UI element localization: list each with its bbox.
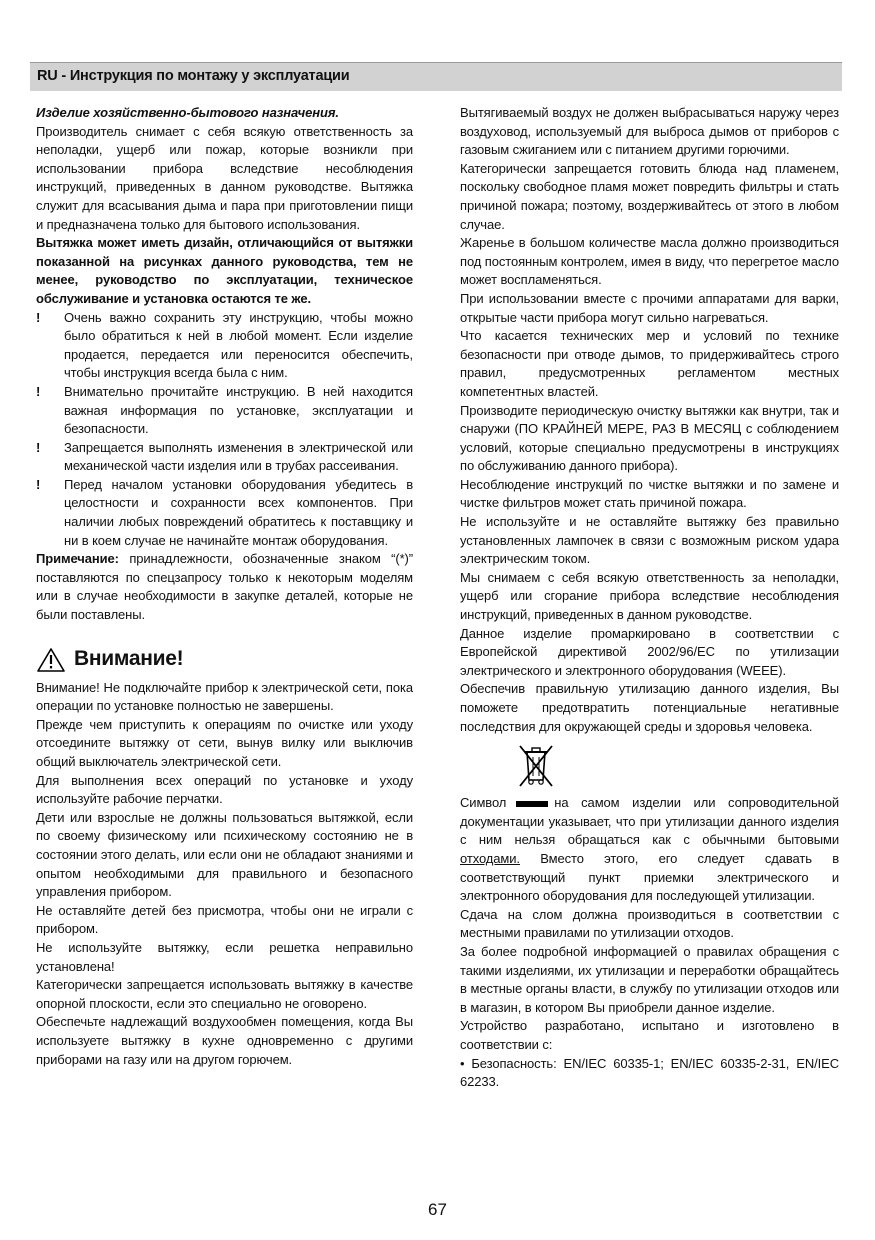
crossed-bin-icon bbox=[516, 742, 556, 788]
weee-symbol-area bbox=[460, 736, 839, 794]
intro-heading: Изделие хозяйственно-бытового назначения. bbox=[36, 105, 339, 120]
symbol-text-cont: Вместо этого, его следует сдавать в соответствующий пункт приемки электрического и электронного оборудования для последующей утилизации. bbox=[460, 850, 839, 904]
paragraph: Обеспечив правильную утилизацию данного изделия, Вы поможете предотвратить потенциальные негативные последствия для окружающей среды и здоровья человека. bbox=[460, 681, 839, 734]
exclamation-icon: ! bbox=[36, 439, 41, 455]
underlined-word: отходами. bbox=[460, 850, 520, 866]
warning-bullet bbox=[36, 309, 413, 383]
exclamation-icon: ! bbox=[36, 476, 41, 492]
paragraph: Обеспечьте надлежащий воздухообмен помещения, когда Вы используете вытяжку в кухне одновременно с другими приборами на газу или на другом горючем. bbox=[36, 1014, 413, 1067]
paragraph: За более подробной информацией о правилах обращения с такими изделиями, их утилизации и переработки обращайтесь в местные органы власти, в службу по утилизации отходов или в магазин, в котором Вы приобрели данное изделие. bbox=[460, 943, 839, 1015]
paragraph: Несоблюдение инструкций по чистке вытяжки и по замене и чистке фильтров может стать причиной пожара. bbox=[460, 476, 839, 511]
paragraph: Сдача на слом должна производиться в соответствии с местными правилами по утилизации отходов. bbox=[460, 906, 839, 941]
paragraph: Не оставляйте детей без присмотра, чтобы они не играли с прибором. bbox=[36, 902, 413, 937]
section-title: RU - Инструкция по монтажу у эксплуатации bbox=[37, 68, 350, 84]
warning-bullet bbox=[36, 476, 413, 550]
bullet-text: Перед началом установки оборудования убедитесь в целостности и сохранности всех компонентов. При наличии любых повреждений обратитесь к поставщику и ни в коем случае не начинайте монтаж оборудования. bbox=[64, 476, 413, 548]
note-paragraph bbox=[36, 550, 413, 624]
paragraph: Прежде чем приступить к операциям по очистке или уходу отсоедините вытяжку от сети, вынув вилку или выключив общий выключатель электрической сети. bbox=[36, 716, 413, 769]
paragraph: При использовании вместе с прочими аппаратами для варки, открытые части прибора могут сильно нагреваться. bbox=[460, 290, 839, 325]
paragraph: Не используйте и не оставляйте вытяжку без правильно установленных лампочек в связи с возможным риском удара электрическим током. bbox=[460, 514, 839, 567]
bullet-text: Внимательно прочитайте инструкцию. В ней находится важная информация по установке, эксплуатации и безопасности. bbox=[64, 383, 413, 437]
warning-bullet bbox=[36, 383, 413, 439]
bullet-text: Очень важно сохранить эту инструкцию, чтобы можно было обратиться к ней в любой момент. Если изделие продается, передается или переносится обеспечить, чтобы инструкция всегда была с ним. bbox=[64, 309, 413, 381]
symbol-text: на самом изделии или сопроводительной документации указывает, что при утилизации данного изделия с ним нельзя обращаться как с обычными бытовыми bbox=[460, 795, 839, 848]
paragraph: Внимание! Не подключайте прибор к электрической сети, пока операции по установке полностью не завершены. bbox=[36, 679, 413, 714]
paragraph: Мы снимаем с себя всякую ответственность за неполадки, ущерб или сгорание прибора вследствие несоблюдения инструкций, приведенных в данном руководстве. bbox=[460, 569, 839, 623]
warning-triangle-icon bbox=[36, 647, 66, 673]
symbol-word: Символ bbox=[460, 795, 507, 811]
attention-heading bbox=[36, 643, 413, 677]
paragraph: Производитель снимает с себя всякую ответственность за неполадки, ущерб или пожар, которые возникли при использовании прибора вследствие несоблюдения инструкций, приведенных в данном руководстве. Вытяжка служит для всасывания дыма и пара при приготовлении пищи и предназначена только для бытового использования. bbox=[36, 123, 413, 232]
paragraph: Вытягиваемый воздух не должен выбрасываться наружу через воздуховод, используемый для выброса дымов от приборов с газовым сжиганием или с питанием другими горючими. bbox=[460, 105, 839, 158]
warning-bullet bbox=[36, 439, 413, 476]
exclamation-icon: ! bbox=[36, 309, 41, 325]
page-number: 67 bbox=[428, 1200, 447, 1219]
paragraph: Устройство разработано, испытано и изготовлено в соответствии с: bbox=[460, 1018, 839, 1052]
paragraph: Жаренье в большом количестве масла должно производиться под постоянным контролем, имея в виду, что перегретое масло может воспламеняться. bbox=[460, 235, 839, 288]
paragraph: Для выполнения всех операций по установке и уходу используйте рабочие перчатки. bbox=[36, 772, 413, 807]
exclamation-icon: ! bbox=[36, 383, 41, 399]
attention-title: Внимание! bbox=[74, 647, 184, 671]
symbol-paragraph bbox=[460, 794, 839, 906]
paragraph: Что касается технических мер и условий по технике безопасности при отводе дымов, то придерживайтесь строго правил, предусмотренных регламентом местных компетентных властей. bbox=[460, 328, 839, 399]
paragraph: Дети или взрослые не должны пользоваться вытяжкой, если по своему физическому или психическому состоянию не в состоянии этого делать, или если они не обладают знаниями и опытом необходимыми для правильного и безопасного управления прибором. bbox=[36, 809, 413, 900]
black-bar-icon bbox=[516, 801, 548, 807]
note-label: Примечание: bbox=[36, 551, 119, 567]
right-column bbox=[460, 104, 839, 1092]
paragraph: Производите периодическую очистку вытяжки как внутри, так и снаружи (ПО КРАЙНЕЙ МЕРЕ, РАЗ В МЕСЯЦ с соблюдением условий, которые специально предусмотрены в инструкциях по обслуживанию данного прибора). bbox=[460, 402, 839, 474]
standards-list: • Безопасность: EN/IEC 60335-1; EN/IEC 60335-2-31, EN/IEC 62233. bbox=[460, 1055, 839, 1090]
paragraph: Категорически запрещается готовить блюда над пламенем, поскольку свободное пламя может повредить фильтры и стать причиной пожара; поэтому, воздерживайтесь от этого в любом случае. bbox=[460, 160, 839, 232]
paragraph: Категорически запрещается использовать вытяжку в качестве опорной плоскости, если это специально не оговорено. bbox=[36, 977, 413, 1011]
bullet-text: Запрещается выполнять изменения в электрической или механической части изделия или в трубах рассеивания. bbox=[64, 439, 413, 474]
paragraph: Данное изделие промаркировано в соответствии с Европейской директивой 2002/96/EC по утилизации электрического и электронного оборудования (WEEE). bbox=[460, 625, 839, 678]
left-column bbox=[36, 104, 413, 1069]
paragraph: Не используйте вытяжку, если решетка неправильно установлена! bbox=[36, 939, 413, 974]
design-note: Вытяжка может иметь дизайн, отличающийся от вытяжки показанной на рисунках данного руководства, тем не менее, руководство по эксплуатации, техническое обслуживание и установка остаются те же. bbox=[36, 235, 413, 306]
section-header bbox=[30, 62, 842, 91]
note-text: принадлежности, обозначенные знаком “(*)” поставляются по спецзапросу только к некоторым моделям или в случае необходимости в закупке деталей, которые не были поставлены. bbox=[36, 551, 413, 623]
